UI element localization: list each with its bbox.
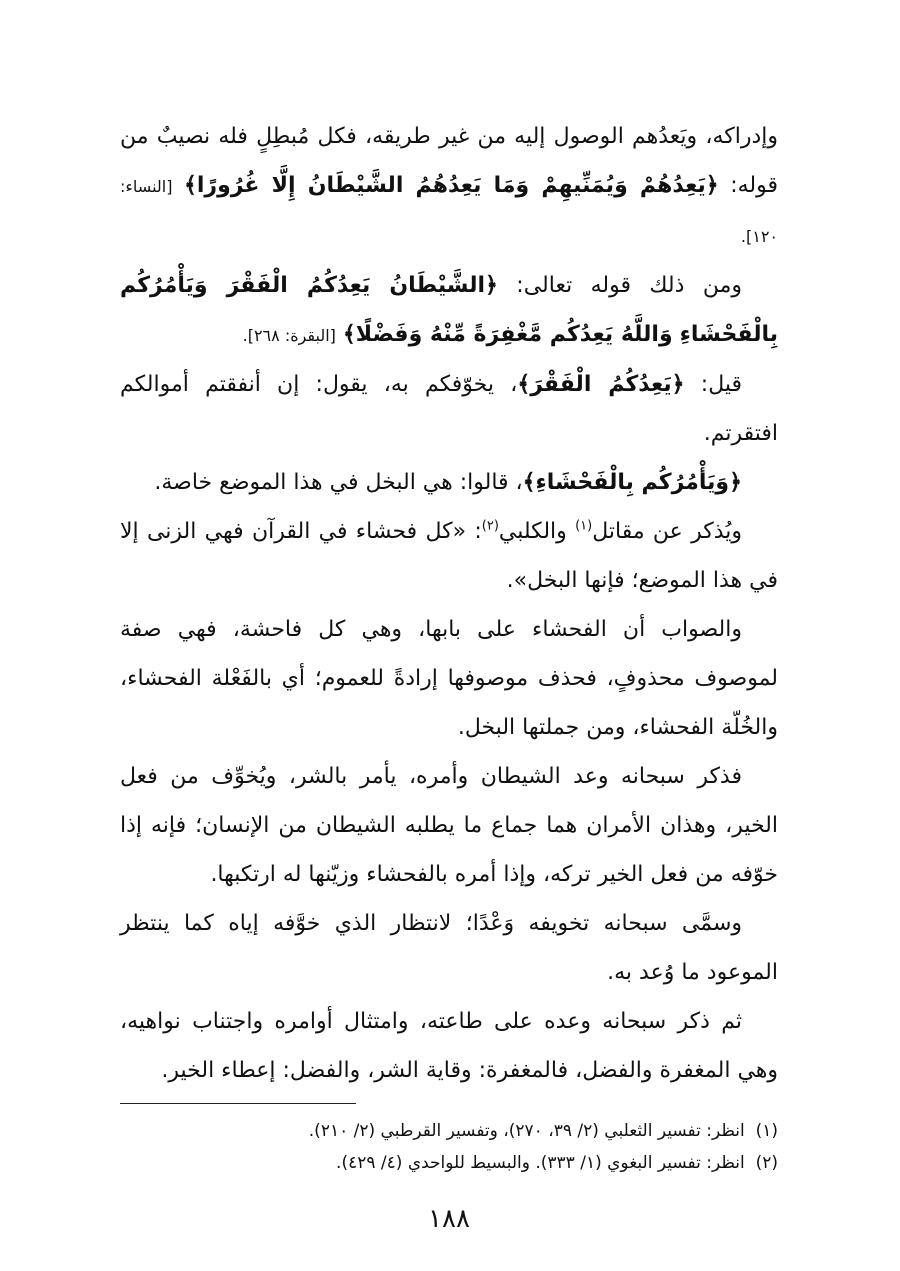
paragraph	[120, 605, 778, 752]
page-number: ١٨٨	[428, 1204, 470, 1234]
quran-verse: ﴿وَيَأْمُرُكُم بِالْفَحْشَاءِ﴾	[522, 470, 742, 495]
footnote-number: (١)	[755, 1121, 778, 1141]
quran-verse: ﴿الشَّيْطَانُ يَعِدُكُمُ الْفَقْرَ وَيَأْمُرُكُم بِالْفَحْشَاءِ	[120, 273, 778, 347]
text: فعل الخير تركه، وإذا أمره بالفحشاء وزيّنها له ارتكبها.	[210, 862, 689, 887]
text: وهذان الأمران هما جماع ما يطلبه الشيطان من الإنسان؛ فإنه إذا خوّفه من	[120, 813, 778, 887]
footnote-ref[interactable]: (٢)	[481, 518, 499, 534]
main-text	[120, 112, 778, 1095]
paragraph	[120, 112, 778, 261]
text: والخُلّة الفحشاء، ومن جملتها البخل.	[457, 715, 778, 740]
text: في هذا الموضع؛ فإنها البخل».	[506, 568, 778, 593]
quran-verse: ﴿يَعِدُهُمْ وَيُمَنِّيهِمْ وَمَا يَعِدُهُمُ الشَّيْطَانُ إِلَّا غُرُورًا﴾	[183, 173, 719, 198]
quran-verse: وَاللَّهُ يَعِدُكُم مَّغْفِرَةً مِّنْهُ وَفَضْلًا﴾	[342, 322, 673, 347]
footnote-number: (٢)	[755, 1153, 778, 1173]
paragraph	[120, 752, 778, 899]
text: لموصوف محذوفٍ، فحذف موصوفها إرادةً للعموم؛ أي بالفَعْلة الفحشاء،	[120, 666, 778, 691]
text: المغفرة والفضل، فالمغفرة: وقاية الشر، والفضل: إعطاء الخير.	[161, 1058, 731, 1083]
text: الموعود ما وُعد به.	[607, 960, 778, 985]
page-content	[120, 112, 778, 1237]
text: ومن ذلك قوله تعالى:	[516, 273, 742, 298]
text: : «كل فحشاء في القرآن فهي الزنى إلا	[120, 519, 482, 544]
footnote-divider-wrap	[120, 1095, 778, 1115]
text: ، قالوا: هي البخل في هذا الموضع خاصة.	[154, 470, 523, 495]
text: وسمَّى سبحانه تخويفه وَعْدًا؛ لانتظار الذي خوَّفه إياه كما ينتظر	[120, 911, 742, 936]
text: وإدراكه، ويَعدُهم الوصول إليه من غير طريقه، فكل مُبطِلٍ فله نصيبٌ من	[120, 124, 778, 149]
footnote	[120, 1115, 778, 1147]
text: والصواب أن الفحشاء على بابها، وهي كل فاحشة، فهي صفة	[120, 617, 742, 642]
text: قيل:	[700, 372, 743, 397]
footnote-ref[interactable]: (١)	[575, 518, 593, 534]
text: والكلبي	[498, 519, 576, 544]
quran-verse: ﴿يَعِدُكُمُ الْفَقْرَ﴾	[517, 372, 685, 397]
verse-reference: [النساء: ١٢٠].	[120, 177, 778, 246]
text: فذكر سبحانه وعد الشيطان وأمره، يأمر بالشر، ويُخوِّف من فعل الخير،	[120, 764, 778, 838]
paragraph	[120, 997, 778, 1095]
paragraph	[120, 458, 778, 507]
verse-reference: [البقرة: ٢٦٨].	[242, 326, 336, 345]
footnote-divider	[120, 1103, 356, 1104]
paragraph	[120, 360, 778, 458]
text: ويُذكر عن مقاتل	[592, 519, 743, 544]
text: قوله:	[730, 173, 779, 198]
text: ثم ذكر سبحانه وعده على طاعته، وامتثال أوامره واجتناب نواهيه، وهي	[120, 1009, 778, 1083]
footnote-text: انظر: تفسير البغوي (١/ ٣٣٣). والبسيط للواحدي (٤/ ٤٢٩).	[336, 1153, 745, 1173]
footnote	[120, 1147, 778, 1179]
paragraph	[120, 261, 778, 360]
footnote-text: انظر: تفسير الثعلبي (٢/ ٣٩، ٢٧٠)، وتفسير القرطبي (٢/ ٢١٠).	[308, 1121, 745, 1141]
paragraph	[120, 507, 778, 605]
text: ، يخوّفكم به، يقول: إن أنفقتم أموالكم افتقرتم.	[120, 372, 778, 446]
paragraph	[120, 899, 778, 997]
